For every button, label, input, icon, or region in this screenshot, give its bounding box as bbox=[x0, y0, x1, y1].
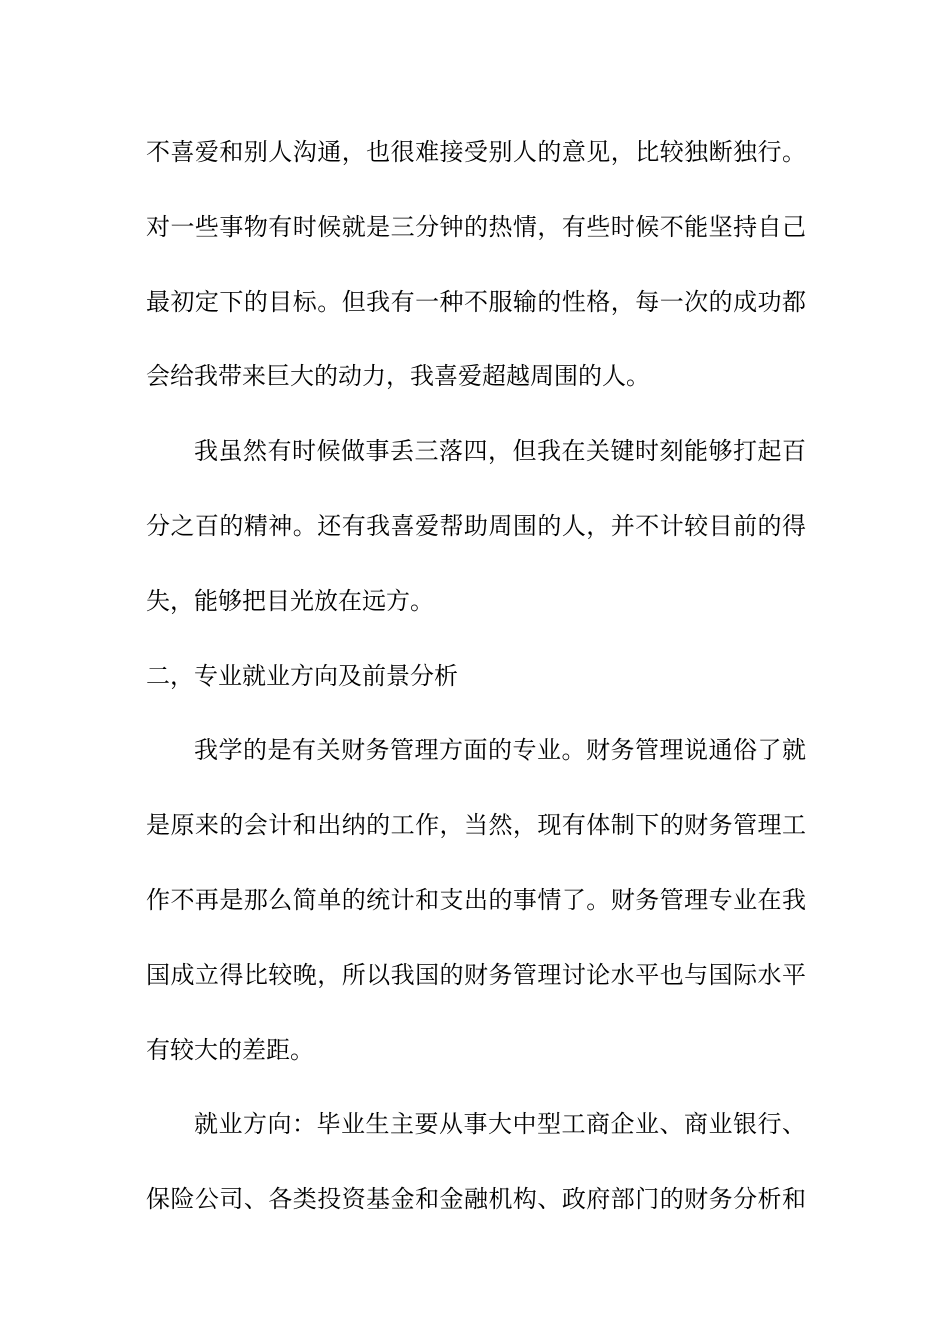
text-line: 保险公司、各类投资基金和金融机构、政府部门的财务分析和 bbox=[146, 1185, 806, 1214]
text-line: 分之百的精神。还有我喜爱帮助周围的人，并不计较目前的得 bbox=[146, 511, 806, 540]
text-line: 会给我带来巨大的动力，我喜爱超越周围的人。 bbox=[146, 362, 650, 391]
text-line: 作不再是那么简单的统计和支出的事情了。财务管理专业在我 bbox=[146, 885, 806, 914]
text-line: 失，能够把目光放在远方。 bbox=[146, 586, 434, 615]
text-line: 有较大的差距。 bbox=[146, 1035, 314, 1064]
text-line: 最初定下的目标。但我有一种不服输的性格，每一次的成功都 bbox=[146, 287, 806, 316]
text-line: 不喜爱和别人沟通，也很难接受别人的意见，比较独断独行。 bbox=[146, 138, 806, 166]
text-line: 对一些事物有时候就是三分钟的热情，有些时候不能坚持自己 bbox=[146, 212, 806, 241]
section-heading: 二，专业就业方向及前景分析 bbox=[146, 661, 458, 690]
text-line: 是原来的会计和出纳的工作，当然，现有体制下的财务管理工 bbox=[146, 811, 806, 840]
document-body bbox=[146, 128, 806, 1250]
text-line: 我虽然有时候做事丢三落四，但我在关键时刻能够打起百 bbox=[194, 437, 806, 466]
text-line: 就业方向：毕业生主要从事大中型工商企业、商业银行、 bbox=[194, 1110, 806, 1139]
text-line: 国成立得比较晚，所以我国的财务管理讨论水平也与国际水平 bbox=[146, 960, 806, 989]
text-line: 我学的是有关财务管理方面的专业。财务管理说通俗了就 bbox=[194, 736, 806, 765]
